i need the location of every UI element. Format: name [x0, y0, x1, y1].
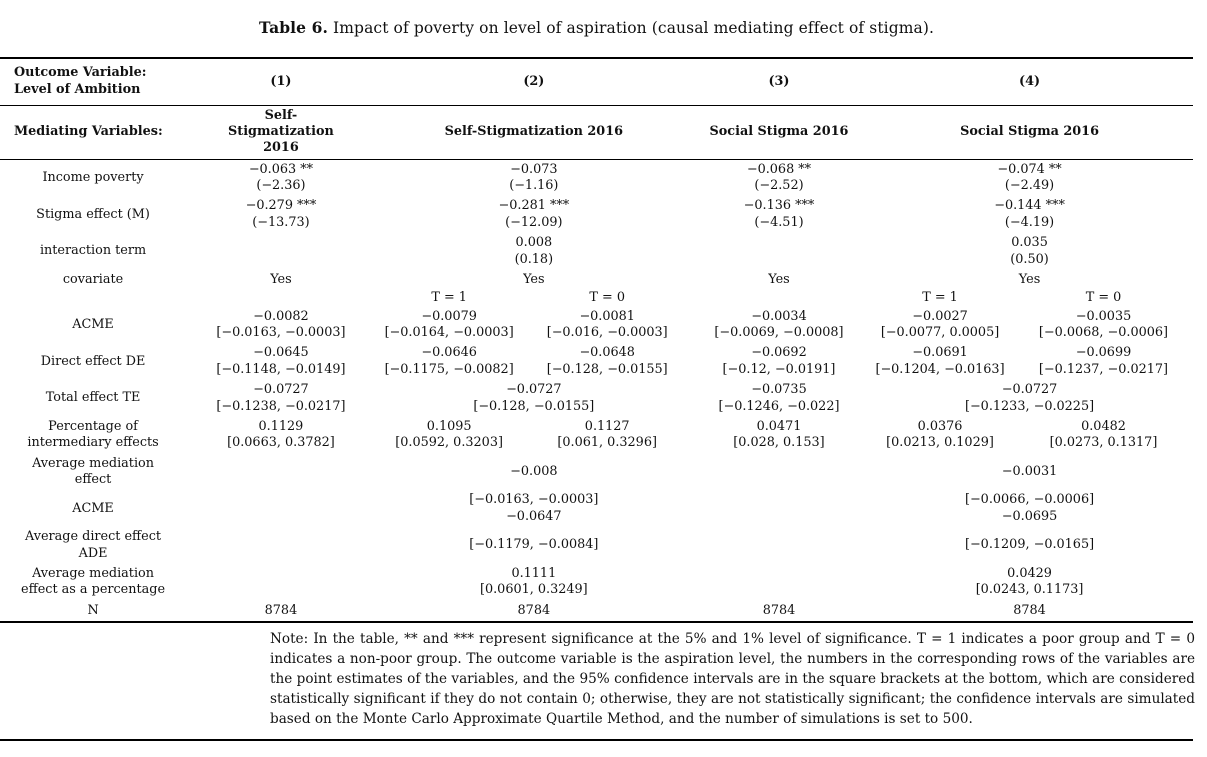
column-header-1: (1) — [270, 73, 292, 89]
table-cell: −0.0079 [−0.0164, −0.0003] — [384, 308, 514, 340]
row-label: Average mediation effect as a percentage — [21, 565, 166, 598]
mediator-col-2: Self-Stigmatization 2016 — [444, 123, 624, 139]
table-cell — [692, 290, 866, 306]
table-cell: [−0.1179, −0.0084] — [469, 537, 599, 553]
row-label: interaction term — [39, 243, 147, 259]
column-header-4: (4) — [1019, 73, 1041, 89]
row-label: Total effect TE — [45, 390, 141, 406]
table-note: Note: In the table, ** and *** represent significance at the 5% and 1% level of significance. T = 1 indicates a poor group and T = 0 indicates a non-poor group. The outcome variable is the aspiration level, the numbers in the corresponding rows of the variables are the point estimates of the variables, and the 95% confidence intervals are in the square brackets at the bottom, which are considered statistically significant if they do not contain 0; otherwise, they are not statistically significant; the confidence intervals are simulated based on the Monte Carlo Approximate Quartile Method, and the number of simulations is set to 500. — [270, 631, 1195, 727]
table-cell: 0.1127 [0.061, 0.3296] — [557, 418, 657, 451]
table-row — [0, 270, 1193, 290]
table-cell: 8784 — [762, 602, 796, 618]
table-row — [0, 159, 1193, 196]
table-cell: Yes — [523, 271, 545, 287]
table-row — [0, 343, 1193, 380]
table-cell — [692, 527, 866, 564]
column-header-2: (2) — [523, 73, 545, 89]
table-cell: 0.0482 [0.0273, 0.1317] — [1049, 418, 1158, 451]
table-cell: −0.144 *** (−4.19) — [994, 198, 1065, 230]
row-label: Percentage of intermediary effects — [27, 418, 159, 451]
table-cell: [−0.0066, −0.0006] −0.0695 — [964, 492, 1095, 524]
table-cell — [186, 290, 376, 306]
mediator-col-1-text: Self-Stigmatization 2016 — [228, 107, 334, 156]
row-label: Stigma effect (M) — [36, 206, 150, 222]
table-cell: 8784 — [517, 602, 551, 618]
table-cell: −0.0035 [−0.0068, −0.0006] — [1038, 308, 1169, 340]
table-row — [0, 601, 1193, 622]
mediator-col-3: Social Stigma 2016 — [709, 123, 849, 139]
table-cell: −0.0727 [−0.1233, −0.0225] — [964, 382, 1095, 414]
table-cell: [−0.0163, −0.0003] −0.0647 — [469, 492, 599, 524]
table-cell — [186, 527, 376, 564]
table-row — [0, 454, 1193, 491]
mediating-variables-label: Mediating Variables: — [14, 123, 163, 139]
table-cell: 8784 — [1013, 602, 1046, 618]
table-cell: −0.0735 [−0.1246, −0.022] — [718, 382, 840, 414]
table-cell: −0.0691 [−0.1204, −0.0163] — [875, 345, 1005, 377]
header-row-outcome — [0, 58, 1193, 105]
table-cell: −0.279 *** (−13.73) — [245, 198, 317, 230]
row-label: Average direct effect ADE — [25, 529, 162, 561]
row-label — [0, 290, 186, 306]
table-cell: Yes — [768, 271, 790, 287]
table-row — [0, 417, 1193, 454]
outcome-variable-line2: Level of Ambition — [14, 81, 141, 97]
table-cell: −0.0031 — [1001, 463, 1058, 479]
table-cell — [692, 490, 866, 527]
table-cell: T = 0 — [1085, 290, 1122, 306]
table-cell: −0.281 *** (−12.09) — [498, 198, 570, 230]
table-cell: −0.0034 [−0.0069, −0.0008] — [714, 308, 844, 340]
table-row — [0, 527, 1193, 564]
table-row — [0, 490, 1193, 527]
table-cell — [186, 490, 376, 527]
table-cell: −0.136 *** (−4.51) — [743, 198, 815, 230]
row-label: ACME — [72, 316, 114, 332]
table-caption-text: Impact of poverty on level of aspiration (causal mediating effect of stigma). — [333, 19, 935, 37]
table-row — [0, 380, 1193, 417]
header-row-mediating — [0, 105, 1193, 159]
table-row — [0, 233, 1193, 270]
mediator-col-1 — [186, 105, 376, 159]
table-cell — [692, 233, 866, 270]
table-caption-label: Table 6. — [258, 18, 328, 37]
table-cell — [186, 454, 376, 491]
table-cell — [692, 454, 866, 491]
mediator-col-4: Social Stigma 2016 — [960, 123, 1099, 139]
outcome-variable-label — [0, 58, 186, 105]
table-cell — [186, 564, 376, 601]
row-label: covariate — [62, 271, 124, 287]
table-caption — [0, 18, 1193, 37]
table-row — [0, 564, 1193, 601]
table-cell: −0.073 (−1.16) — [509, 161, 559, 193]
treatment-subheader-row — [0, 290, 1193, 306]
table-cell: −0.0648 [−0.128, −0.0155] — [546, 345, 668, 377]
table-cell: −0.0081 [−0.016, −0.0003] — [546, 308, 668, 340]
table-cell: −0.0027 [−0.0077, 0.0005] — [880, 308, 1000, 340]
table-cell: −0.0082 [−0.0163, −0.0003] — [216, 308, 346, 340]
table-row — [0, 196, 1193, 233]
table-cell — [692, 564, 866, 601]
table-cell: [−0.1209, −0.0165] — [964, 537, 1095, 553]
table-cell: Yes — [270, 271, 292, 287]
table-cell: 0.008 (0.18) — [514, 235, 554, 267]
table-cell: −0.068 ** (−2.52) — [746, 161, 812, 193]
row-label: N — [87, 602, 99, 618]
table-cell: Yes — [1018, 271, 1041, 287]
table-cell: −0.0692 [−0.12, −0.0191] — [722, 345, 836, 377]
table-cell: −0.0727 [−0.128, −0.0155] — [473, 382, 595, 414]
table-cell: 0.0376 [0.0213, 0.1029] — [886, 418, 994, 451]
table-cell — [186, 233, 376, 270]
table-cell: −0.0646 [−0.1175, −0.0082] — [384, 345, 514, 377]
row-label: Average mediation effect — [32, 455, 154, 487]
table-cell: T = 1 — [922, 290, 958, 306]
table-cell: 0.0429 [0.0243, 0.1173] — [975, 565, 1084, 598]
table-cell: 0.1095 [0.0592, 0.3203] — [395, 418, 503, 451]
table-cell: −0.008 — [510, 463, 558, 479]
table-cell: 0.1129 [0.0663, 0.3782] — [227, 418, 335, 451]
table-cell: 0.035 (0.50) — [1010, 235, 1049, 267]
table-cell: 0.1111 [0.0601, 0.3249] — [479, 565, 588, 598]
column-header-3: (3) — [768, 73, 790, 89]
row-label: Direct effect DE — [40, 353, 146, 369]
bottom-rule — [0, 739, 1193, 741]
table-cell: 0.0471 [0.028, 0.153] — [733, 418, 825, 451]
table-cell: 8784 — [264, 602, 298, 618]
table-cell: −0.0699 [−0.1237, −0.0217] — [1038, 345, 1169, 377]
results-table — [0, 57, 1193, 623]
table-cell: T = 0 — [589, 290, 625, 306]
row-label: ACME — [72, 500, 114, 516]
table-row — [0, 307, 1193, 344]
row-label: Income poverty — [42, 169, 144, 185]
table-cell: −0.0727 [−0.1238, −0.0217] — [216, 382, 346, 414]
table-cell: −0.074 ** (−2.49) — [997, 161, 1062, 193]
table-cell: −0.063 ** (−2.36) — [248, 161, 314, 193]
table-cell: −0.0645 [−0.1148, −0.0149] — [216, 345, 346, 377]
outcome-variable-line1: Outcome Variable: — [14, 65, 147, 81]
table-cell: T = 1 — [431, 290, 467, 306]
